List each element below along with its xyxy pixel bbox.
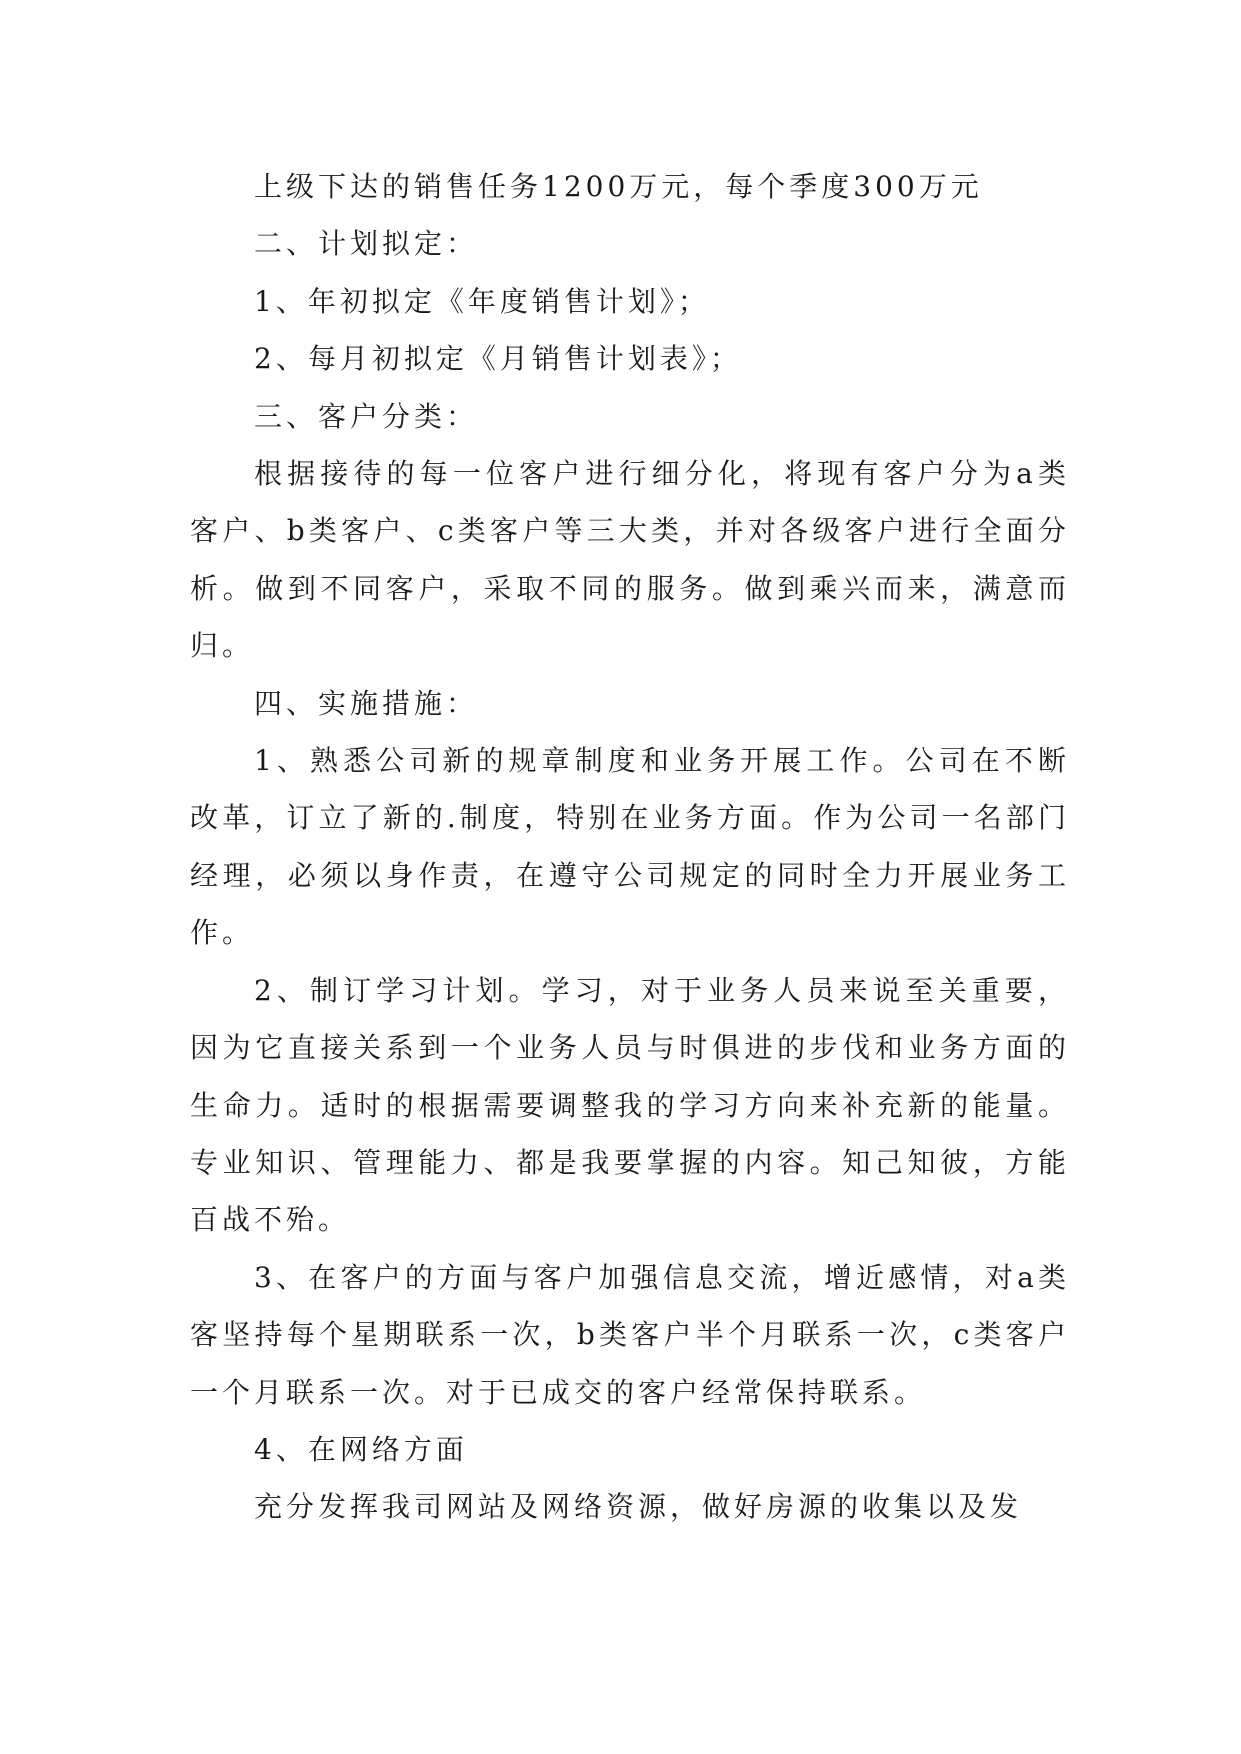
paragraph-sales-target: 上级下达的销售任务1200万元，每个季度300万元 xyxy=(254,170,983,203)
paragraph-measure-learning: 2、制订学习计划。学习，对于业务人员来说至关重要，因为它直接关系到一个业务人员与时俱进的步伐和业务方面的生命力。适时的根据需要调整我的学习方向来补充新的能量。专业知识、管理能力、都是我要掌握的内容。知己知彼，方能百战不殆。 xyxy=(190,973,1070,1237)
document-body xyxy=(190,158,1070,1536)
heading-implementation-measures: 四、实施措施： xyxy=(254,686,479,720)
paragraph-measure-rules: 1、熟悉公司新的规章制度和业务开展工作。公司在不断改革，订立了新的.制度，特别在业务方面。作为公司一名部门经理，必须以身作责，在遵守公司规定的同时全力开展业务工作。 xyxy=(190,744,1070,950)
paragraph-measure-customers: 3、在客户的方面与客户加强信息交流，增近感情，对a类客坚持每个星期联系一次，b类客户半个月联系一次，c类客户一个月联系一次。对于已成交的客户经常保持联系。 xyxy=(190,1260,1070,1409)
paragraph-annual-plan: 1、年初拟定《年度销售计划》； xyxy=(254,284,710,318)
paragraph-monthly-plan: 2、每月初拟定《月销售计划表》； xyxy=(254,342,742,376)
heading-plan-drafting: 二、计划拟定： xyxy=(254,227,479,261)
paragraph-customer-segmentation: 根据接待的每一位客户进行细分化，将现有客户分为a类客户、b类客户、c类客户等三大类，并对各级客户进行全面分析。做到不同客户，采取不同的服务。做到乘兴而来，满意而归。 xyxy=(190,457,1070,663)
heading-customer-classification: 三、客户分类： xyxy=(254,399,479,433)
paragraph-measure-network-heading: 4、在网络方面 xyxy=(254,1432,468,1466)
paragraph-measure-network: 充分发挥我司网站及网络资源，做好房源的收集以及发 xyxy=(254,1490,1023,1524)
